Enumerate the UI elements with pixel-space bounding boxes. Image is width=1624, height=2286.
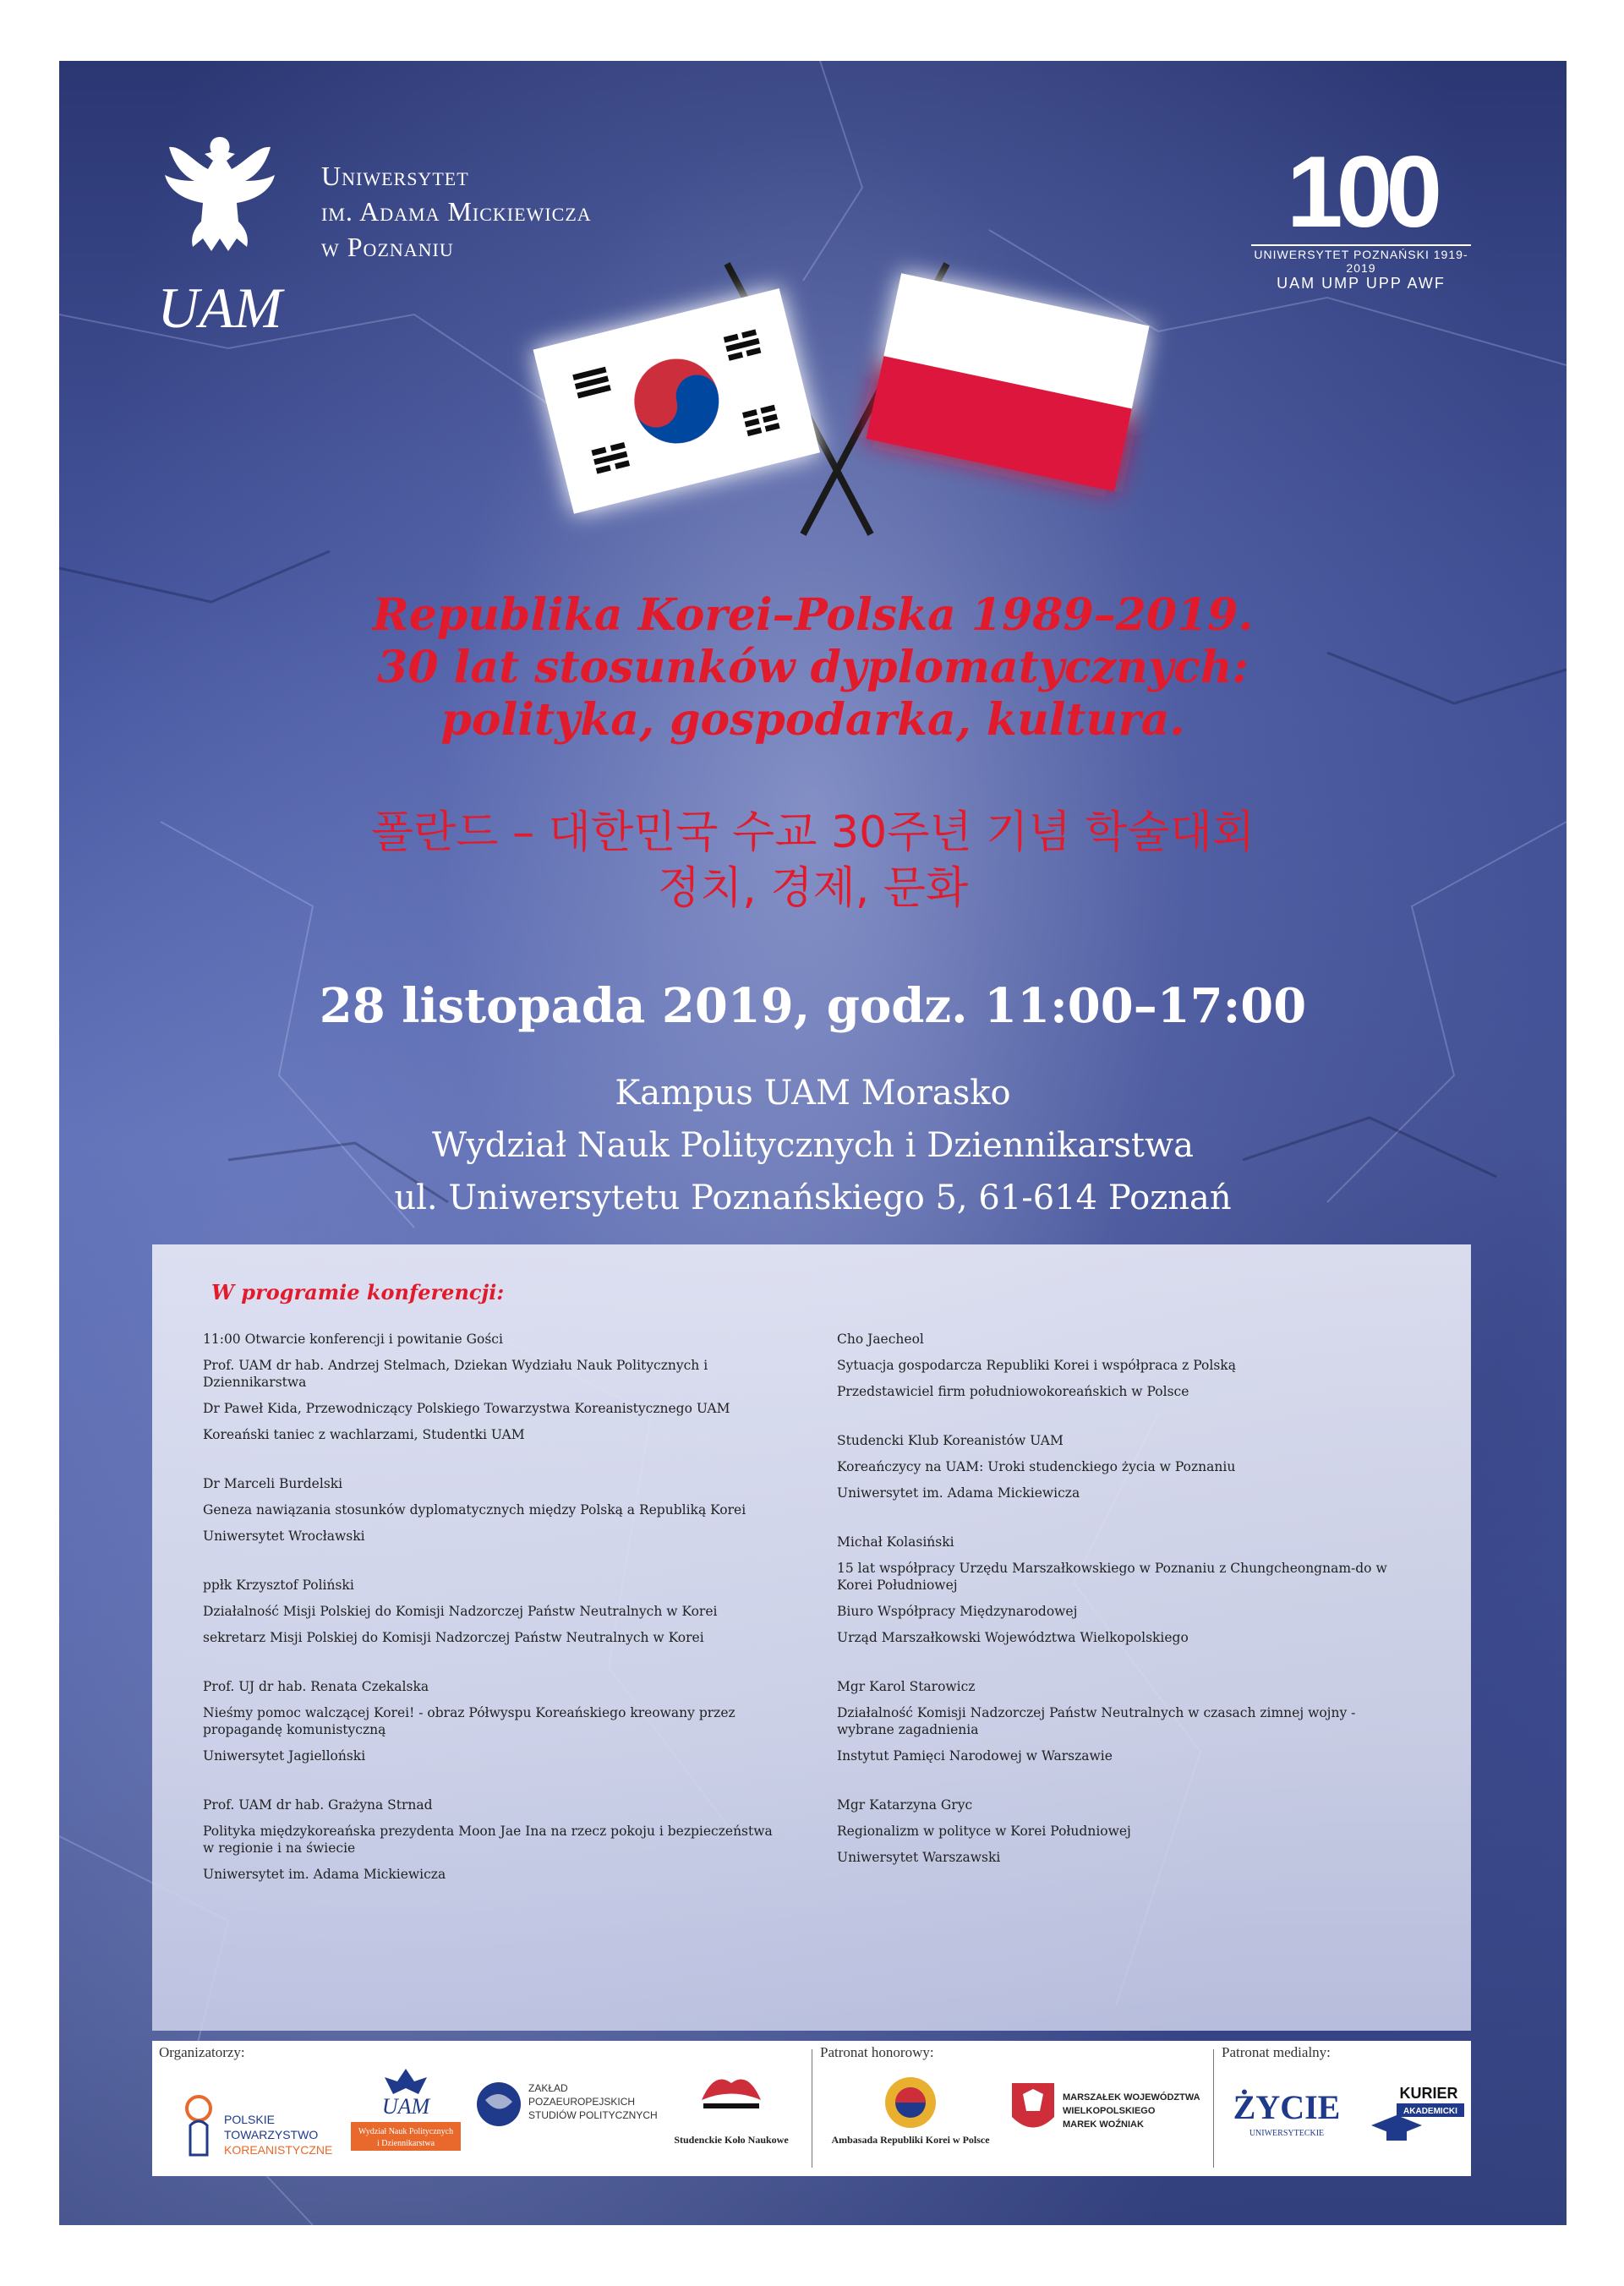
program-line: Nieśmy pomoc walczącej Korei! - obraz Półwyspu Koreańskiego kreowany przez propagandę komunistyczną: [203, 1705, 735, 1737]
zycie-uniwersyteckie-logo: [1228, 2083, 1346, 2151]
svg-text:AKADEMICKI: AKADEMICKI: [1403, 2107, 1457, 2116]
program-speaker: ppłk Krzysztof Poliński: [203, 1578, 354, 1593]
university-name: [321, 158, 592, 265]
svg-text:i Dziennikarstwa: i Dziennikarstwa: [376, 2139, 435, 2148]
title-ko-line-1: 폴란드 – 대한민국 수교 30주년 기념 학술대회: [370, 807, 1255, 858]
sponsors-footer: [152, 2041, 1471, 2176]
program-speaker: Prof. UAM dr hab. Grażyna Strnad: [203, 1797, 433, 1813]
program-line: Uniwersytet im. Adama Mickiewicza: [837, 1485, 1080, 1501]
program-line: Uniwersytet im. Adama Mickiewicza: [203, 1867, 446, 1882]
program-speaker: 11:00 Otwarcie konferencji i powitanie Gości: [203, 1332, 503, 1347]
centenary-universities: UAM UMP UPP AWF: [1277, 275, 1446, 292]
program-line: Prof. UAM dr hab. Andrzej Stelmach, Dziekan Wydziału Nauk Politycznych i Dziennikarstwa: [203, 1358, 708, 1390]
svg-text:UAM: UAM: [157, 276, 282, 340]
program-speaker: Mgr Katarzyna Gryc: [837, 1797, 973, 1813]
svg-text:KURIER: KURIER: [1399, 2085, 1458, 2102]
svg-text:ZAKŁAD: ZAKŁAD: [528, 2082, 568, 2094]
program-speaker: Michał Kolasiński: [837, 1534, 954, 1550]
program-line: 15 lat współpracy Urzędu Marszałkowskiego w Poznaniu z Chungcheongnam-do w Korei Południowej: [837, 1561, 1387, 1593]
embassy-caption: Ambasada Republiki Korei w Polsce: [831, 2134, 990, 2146]
program-line: Działalność Misji Polskiej do Komisji Nadzorczej Państw Neutralnych w Korei: [203, 1604, 718, 1619]
svg-text:ŻYCIE: ŻYCIE: [1233, 2088, 1341, 2126]
title-pl-line-3: polityka, gospodarka, kultura.: [440, 694, 1185, 746]
program-block: [203, 1577, 778, 1646]
event-date: 28 listopada 2019, godz. 11:00–17:00: [319, 978, 1307, 1034]
svg-text:MARSZAŁEK WOJEWÓDZTWA: MARSZAŁEK WOJEWÓDZTWA: [1063, 2092, 1200, 2103]
svg-text:KOREANISTYCZNE: KOREANISTYCZNE: [224, 2143, 333, 2157]
program-line: Regionalizm w polityce w Korei Południowej: [837, 1824, 1131, 1839]
venue-line-1: Kampus UAM Morasko: [615, 1074, 1011, 1113]
skn-logo: [693, 2066, 769, 2125]
korea-flag-icon: [533, 288, 820, 514]
svg-text:UNIWERSYTECKIE: UNIWERSYTECKIE: [1249, 2129, 1325, 2138]
program-block: [837, 1331, 1412, 1400]
program-block: [203, 1475, 778, 1545]
centenary-number: 100: [1286, 135, 1436, 249]
embassy-emblem-icon: [877, 2073, 944, 2132]
program-line: Dr Paweł Kida, Przewodniczący Polskiego Towarzystwa Koreanistycznego UAM: [203, 1401, 730, 1416]
program-right-column: [837, 1331, 1412, 1898]
program-line: Koreański taniec z wachlarzami, Studentki UAM: [203, 1427, 525, 1442]
wnpid-logo: [347, 2065, 465, 2166]
program-line: Działalność Komisji Nadzorczej Państw Neutralnych w czasach zimnej wojny - wybrane zagadnienia: [837, 1705, 1356, 1737]
svg-text:MAREK WOŹNIAK: MAREK WOŹNIAK: [1063, 2119, 1144, 2130]
title-pl-line-1: Republika Korei–Polska 1989–2019.: [372, 589, 1254, 641]
program-left-column: [203, 1331, 778, 1915]
svg-text:Wydział Nauk Politycznych: Wydział Nauk Politycznych: [358, 2127, 454, 2136]
poster: [59, 61, 1567, 2225]
program-speaker: Prof. UJ dr hab. Renata Czekalska: [203, 1679, 429, 1694]
title-pl-line-2: 30 lat stosunków dyplomatycznych:: [377, 642, 1249, 693]
university-line-3: w Poznaniu: [321, 232, 454, 262]
program-block: [837, 1534, 1412, 1646]
uam-eagle-logo: [152, 129, 287, 340]
program-heading: W programie konferencji:: [211, 1280, 505, 1304]
program-line: sekretarz Misji Polskiej do Komisji Nadzorczej Państw Neutralnych w Korei: [203, 1630, 704, 1645]
venue-line-2: Wydział Nauk Politycznych i Dziennikarstwa: [431, 1126, 1195, 1165]
program-line: Biuro Współpracy Międzynarodowej: [837, 1604, 1078, 1619]
honorary-label: Patronat honorowy:: [820, 2044, 934, 2060]
svg-text:UAM: UAM: [381, 2094, 430, 2119]
svg-text:TOWARZYSTWO: TOWARZYSTWO: [224, 2128, 319, 2141]
marshal-logo: [1008, 2079, 1202, 2147]
crossed-flags: [533, 255, 1175, 610]
program-line: Instytut Pamięci Narodowej w Warszawie: [837, 1748, 1113, 1764]
centenary-subtitle: UNIWERSYTET POZNAŃSKI 1919-2019: [1251, 244, 1471, 275]
program-block: [203, 1331, 778, 1443]
honorary-section: [813, 2041, 1211, 2176]
svg-text:POZAEUROPEJSKICH: POZAEUROPEJSKICH: [528, 2096, 636, 2108]
venue-line-3: ul. Uniwersytetu Poznańskiego 5, 61-614 Poznań: [394, 1179, 1232, 1217]
footer-divider-2: [1213, 2049, 1214, 2168]
organizers-label: Organizatorzy:: [159, 2044, 245, 2060]
program-block: [203, 1678, 778, 1764]
program-line: Geneza nawiązania stosunków dyplomatycznych między Polską a Republiką Korei: [203, 1502, 746, 1518]
program-speaker: Mgr Karol Starowicz: [837, 1679, 976, 1694]
ptk-logo: [178, 2075, 347, 2168]
event-venue: [59, 1067, 1567, 1224]
media-section: [1215, 2041, 1468, 2176]
program-line: Koreańczycy na UAM: Uroki studenckiego życia w Poznaniu: [837, 1459, 1236, 1474]
program-speaker: Studencki Klub Koreanistów UAM: [837, 1433, 1064, 1448]
svg-text:STUDIÓW POLITYCZNYCH: STUDIÓW POLITYCZNYCH: [528, 2109, 658, 2121]
program-speaker: Dr Marceli Burdelski: [203, 1476, 343, 1491]
program-block: [837, 1678, 1412, 1764]
title-ko-line-2: 정치, 경제, 문화: [657, 863, 969, 914]
program-speaker: Cho Jaecheol: [837, 1332, 924, 1347]
zpsp-logo: [473, 2066, 658, 2142]
program-line: Uniwersytet Wrocławski: [203, 1529, 365, 1544]
svg-text:WIELKOPOLSKIEGO: WIELKOPOLSKIEGO: [1063, 2106, 1156, 2116]
skn-caption: Studenckie Koło Naukowe: [674, 2134, 789, 2146]
program-line: Sytuacja gospodarcza Republiki Korei i współpraca z Polską: [837, 1358, 1236, 1373]
program-line: Przedstawiciel firm południowokoreańskich w Polsce: [837, 1384, 1189, 1399]
program-block: [837, 1797, 1412, 1866]
media-label: Patronat medialny:: [1222, 2044, 1331, 2060]
program-line: Polityka międzykoreańska prezydenta Moon Jae Ina na rzecz pokoju i bezpieczeństwa w regionie i na świecie: [203, 1824, 773, 1856]
program-line: Uniwersytet Jagielloński: [203, 1748, 366, 1764]
program-line: Urząd Marszałkowski Województwa Wielkopolskiego: [837, 1630, 1189, 1645]
program-panel: [152, 1244, 1471, 2031]
program-block: [203, 1797, 778, 1883]
kurier-akademicki-logo: [1363, 2075, 1464, 2151]
university-line-2: im. Adama Mickiewicza: [321, 196, 592, 227]
program-block: [837, 1432, 1412, 1501]
university-line-1: Uniwersytet: [321, 161, 469, 191]
conference-title-korean: [59, 805, 1567, 916]
conference-title-polish: [59, 589, 1567, 747]
centenary-logo: [1251, 135, 1471, 293]
program-line: Uniwersytet Warszawski: [837, 1850, 1001, 1865]
poland-flag-icon: [867, 273, 1150, 491]
svg-text:POLSKIE: POLSKIE: [224, 2113, 275, 2126]
organizers-section: [152, 2041, 803, 2176]
